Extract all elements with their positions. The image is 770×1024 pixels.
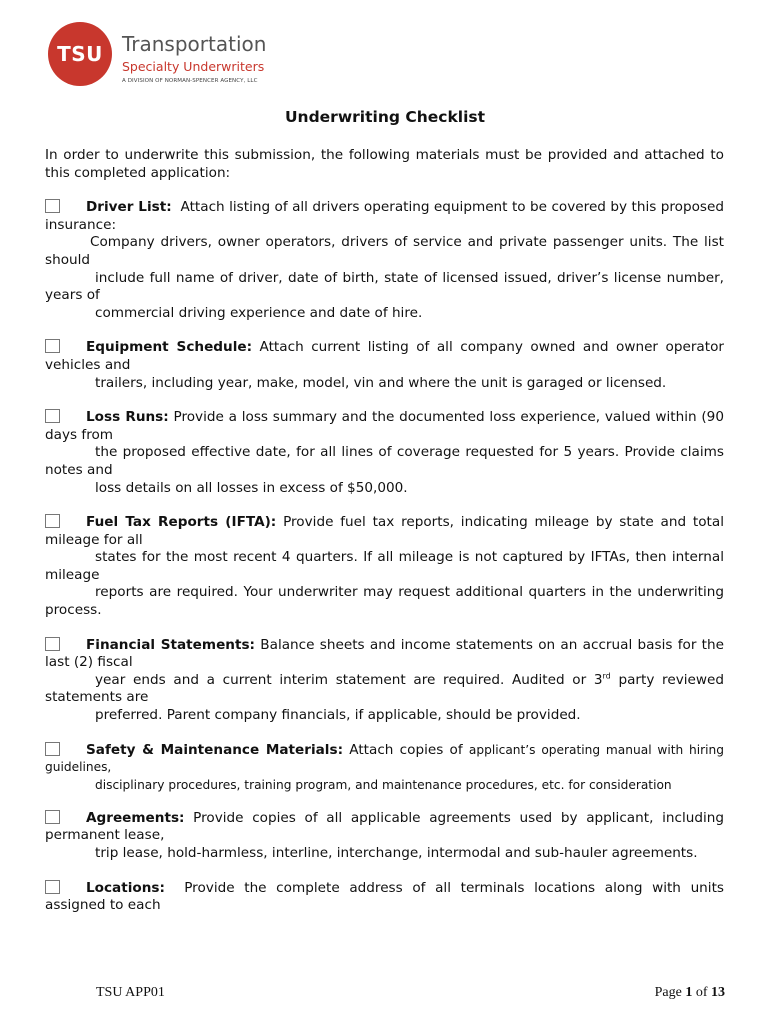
page-word: Page (654, 985, 682, 1000)
checklist-item-driver-list (45, 199, 724, 322)
checklist-item-locations (45, 880, 724, 915)
item-text: disciplinary procedures, training program, and maintenance procedures, etc. for consideration (95, 777, 672, 792)
page-total: 13 (711, 985, 725, 1000)
page-footer (96, 985, 725, 1003)
page-number (655, 985, 725, 1001)
item-text: Provide fuel tax reports, indicating mileage by state and total mileage for all (45, 514, 724, 548)
logo-division: A DIVISION OF NORMAN-SPENCER AGENCY, LLC (122, 78, 258, 84)
checklist-item-safety-maintenance (45, 742, 724, 793)
item-label: Locations: (86, 879, 165, 896)
checklist-item-agreements (45, 810, 724, 863)
checkbox[interactable] (45, 339, 60, 353)
checkbox[interactable] (45, 199, 60, 213)
item-text: Company drivers, owner operators, drivers of service and private passenger units. The list should (45, 234, 724, 268)
checkbox[interactable] (45, 514, 60, 528)
page-current: 1 (685, 985, 693, 1000)
item-text: include full name of driver, date of birth, state of licensed issued, driver’s license number, years of (45, 269, 724, 304)
item-text: Attach copies of (349, 741, 463, 758)
page-title: Underwriting Checklist (284, 108, 486, 126)
item-text: Provide the complete address of all terminals locations along with units assigned to each (45, 879, 724, 914)
checkbox[interactable] (45, 637, 60, 651)
item-label: Fuel Tax Reports (IFTA): (86, 514, 277, 531)
checkbox[interactable] (45, 742, 60, 756)
company-logo (48, 20, 308, 90)
checklist-item-equipment-schedule (45, 339, 724, 392)
intro-paragraph: In order to underwrite this submission, the following materials must be provided and attached to this completed application: (45, 147, 724, 181)
item-label: Driver List: (86, 199, 172, 216)
item-text: Attach current listing of all company owned and owner operator vehicles and (45, 339, 724, 373)
item-text: party reviewed statements are (45, 671, 724, 706)
item-text: Provide a loss summary and the documented loss experience, valued within (90 days from (45, 409, 724, 443)
item-label: Agreements: (86, 809, 185, 826)
logo-name: Transportation (122, 32, 267, 56)
item-label: Loss Runs: (86, 409, 169, 426)
item-text: applicant’s operating manual with hiring guidelines, (45, 742, 725, 775)
ordinal-suffix: rd (602, 671, 611, 681)
item-text: Provide copies of all applicable agreements used by applicant, including permanent lease, (45, 809, 724, 844)
checkbox[interactable] (45, 880, 60, 894)
checklist-item-fuel-tax-reports (45, 514, 724, 620)
checklist-item-financial-statements (45, 637, 724, 725)
item-label: Safety & Maintenance Materials: (86, 741, 343, 758)
item-text: the proposed effective date, for all lines of coverage requested for 5 years. Provide claims notes and (45, 444, 724, 478)
item-text: Balance sheets and income statements on an accrual basis for the last (2) fiscal (45, 636, 724, 671)
item-label: Financial Statements: (86, 636, 255, 653)
item-text: commercial driving experience and date of hire. (95, 304, 423, 321)
item-text: year ends and a current interim statement are required. Audited or 3 (95, 671, 603, 688)
item-text: trip lease, hold-harmless, interline, interchange, intermodal and sub-hauler agreements. (95, 845, 698, 861)
checklist-body (45, 147, 724, 932)
item-text: loss details on all losses in excess of $50,000. (95, 479, 408, 496)
logo-badge: TSU (48, 22, 112, 86)
item-text: reports are required. Your underwriter may request additional quarters in the underwriting process. (45, 584, 724, 619)
checklist-item-loss-runs (45, 409, 724, 497)
item-text: states for the most recent 4 quarters. If all mileage is not captured by IFTAs, then internal mileage (45, 549, 724, 583)
of-word: of (695, 985, 708, 1000)
form-id: TSU APP01 (96, 985, 165, 1000)
checkbox[interactable] (45, 409, 60, 423)
logo-subtitle: Specialty Underwriters (122, 59, 265, 74)
item-text: preferred. Parent company financials, if applicable, should be provided. (95, 707, 581, 724)
checkbox[interactable] (45, 810, 60, 824)
item-label: Equipment Schedule: (86, 339, 253, 356)
item-text: Attach listing of all drivers operating equipment to be covered by this proposed insurance: (45, 199, 724, 233)
item-text: trailers, including year, make, model, vin and where the unit is garaged or licensed. (95, 374, 667, 391)
